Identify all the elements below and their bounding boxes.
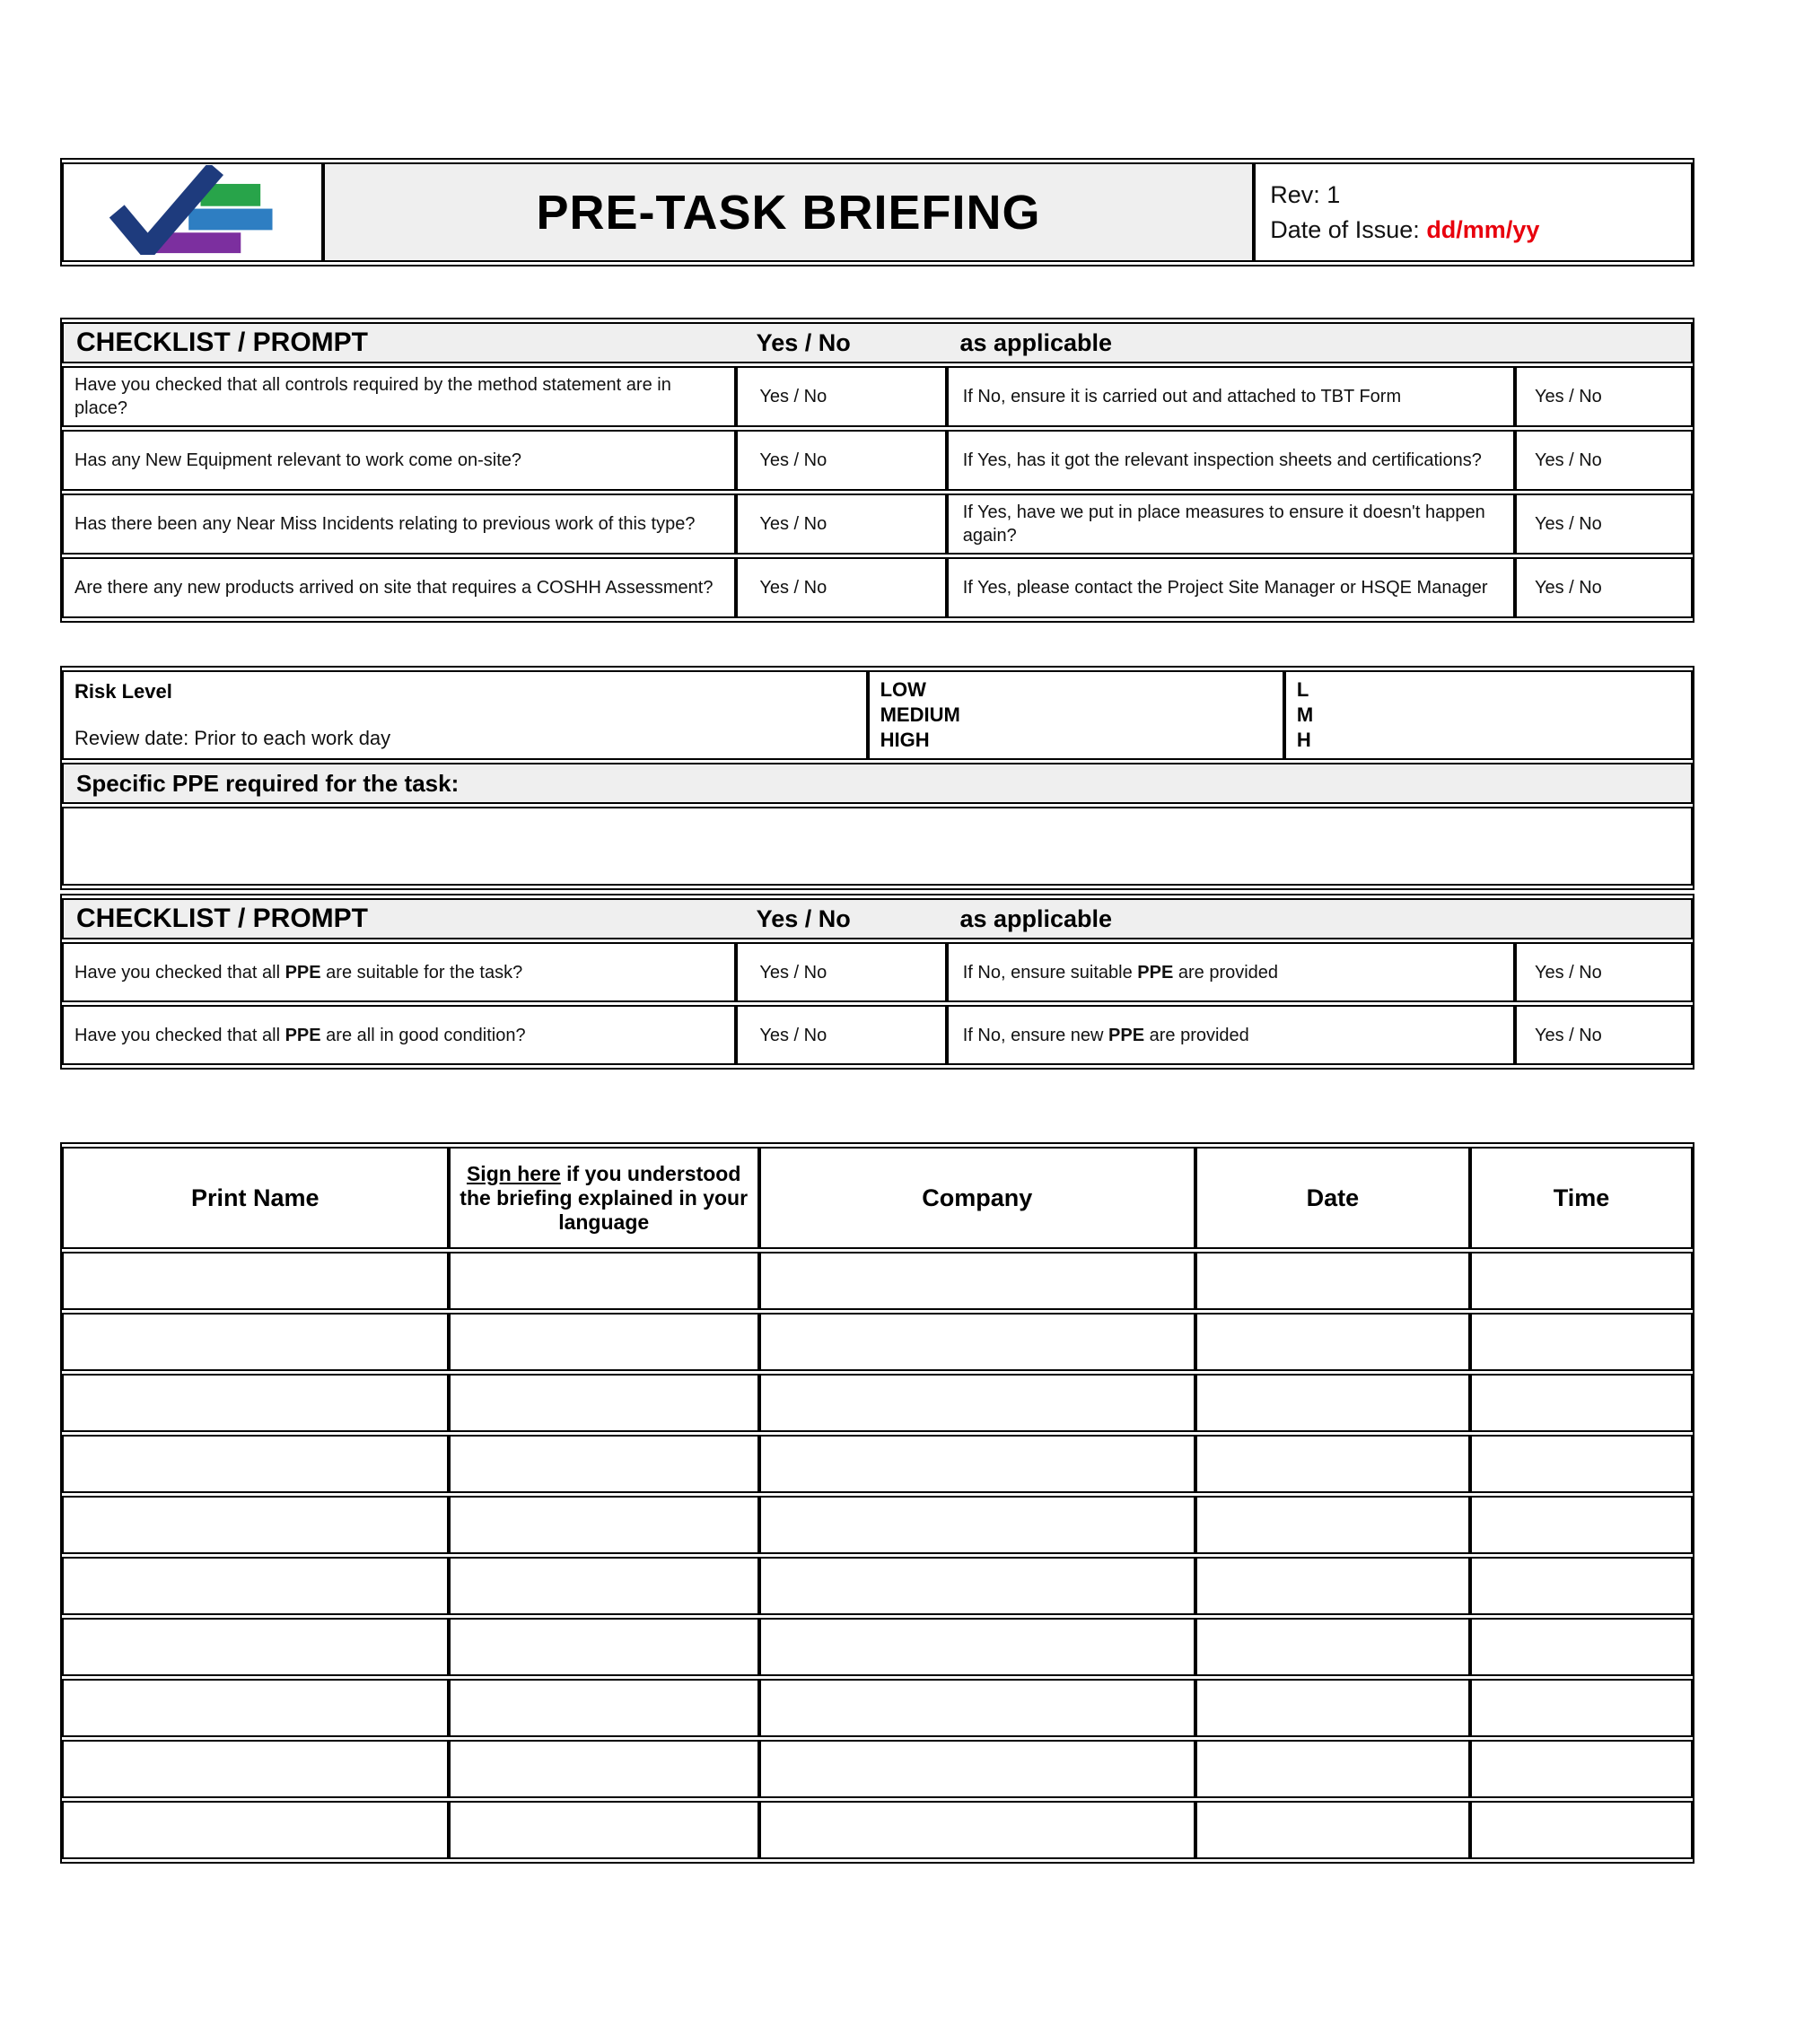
time-cell[interactable] <box>1470 1557 1693 1615</box>
yes-no-cell[interactable]: Yes / No <box>736 366 946 427</box>
time-cell[interactable] <box>1470 1435 1693 1493</box>
date-heading: Date <box>1195 1147 1470 1249</box>
document-title-text: PRE-TASK BRIEFING <box>536 185 1041 240</box>
print-name-cell[interactable] <box>62 1679 449 1737</box>
date-of-issue-label: Date of Issue: <box>1270 215 1427 243</box>
time-heading: Time <box>1470 1147 1693 1249</box>
question-cell: Have you checked that all controls required by the method statement are in place? <box>62 366 736 427</box>
time-cell[interactable] <box>1470 1740 1693 1798</box>
risk-level-high[interactable]: HIGH <box>880 729 930 751</box>
date-cell[interactable] <box>1195 1496 1470 1554</box>
company-cell[interactable] <box>759 1801 1195 1859</box>
signature-cell[interactable] <box>449 1557 759 1615</box>
yes-no-cell[interactable]: Yes / No <box>736 1005 946 1065</box>
time-cell[interactable] <box>1470 1679 1693 1737</box>
signature-row <box>62 1557 1693 1615</box>
ppe-input-area[interactable] <box>62 807 1693 886</box>
action-yes-no-cell[interactable]: Yes / No <box>1515 366 1693 427</box>
signature-row <box>62 1618 1693 1676</box>
yes-no-cell[interactable]: Yes / No <box>736 494 946 555</box>
as-applicable-heading: as applicable <box>959 905 1113 932</box>
checklist-2-header-row <box>62 898 1693 939</box>
signature-cell[interactable] <box>449 1252 759 1310</box>
yes-no-cell[interactable]: Yes / No <box>736 557 946 618</box>
action-yes-no-cell[interactable]: Yes / No <box>1515 557 1693 618</box>
as-applicable-heading: as applicable <box>959 329 1113 356</box>
checklist-prompt-heading: CHECKLIST / PROMPT <box>76 904 369 933</box>
logo-cell <box>62 162 323 262</box>
revision-cell <box>1254 162 1693 262</box>
question-cell: Are there any new products arrived on site that requires a COSHH Assessment? <box>62 557 736 618</box>
checklist-1-header-row <box>62 322 1693 363</box>
company-cell[interactable] <box>759 1496 1195 1554</box>
checklist-1-header <box>62 322 1693 363</box>
signature-row <box>62 1740 1693 1798</box>
time-cell[interactable] <box>1470 1252 1693 1310</box>
signature-row <box>62 1435 1693 1493</box>
yes-no-heading: Yes / No <box>756 905 851 932</box>
date-cell[interactable] <box>1195 1435 1470 1493</box>
company-cell[interactable] <box>759 1618 1195 1676</box>
risk-level-options[interactable] <box>868 670 1284 760</box>
print-name-cell[interactable] <box>62 1496 449 1554</box>
print-name-heading: Print Name <box>62 1147 449 1249</box>
risk-level-medium[interactable]: MEDIUM <box>880 703 960 726</box>
yes-no-cell[interactable]: Yes / No <box>736 942 946 1002</box>
date-cell[interactable] <box>1195 1313 1470 1371</box>
checklist-prompt-heading: CHECKLIST / PROMPT <box>76 328 369 357</box>
ppe-required-heading: Specific PPE required for the task: <box>62 763 1693 804</box>
date-of-issue <box>1270 213 1690 248</box>
date-cell[interactable] <box>1195 1679 1470 1737</box>
date-cell[interactable] <box>1195 1557 1470 1615</box>
risk-code-m[interactable]: M <box>1296 703 1314 726</box>
checklist-row <box>62 557 1693 618</box>
revision-text: Rev: 1 <box>1270 180 1341 208</box>
question-cell: Has any New Equipment relevant to work come on-site? <box>62 430 736 491</box>
company-cell[interactable] <box>759 1435 1195 1493</box>
action-cell: If Yes, please contact the Project Site Manager or HSQE Manager <box>947 557 1515 618</box>
company-cell[interactable] <box>759 1679 1195 1737</box>
action-cell: If Yes, have we put in place measures to ensure it doesn't happen again? <box>947 494 1515 555</box>
company-cell[interactable] <box>759 1374 1195 1432</box>
signature-row <box>62 1801 1693 1859</box>
ppe-header-row <box>62 763 1693 804</box>
signature-row <box>62 1496 1693 1554</box>
risk-level-cell <box>62 670 868 760</box>
action-cell: If No, ensure new PPE are provided <box>947 1005 1515 1065</box>
checklist-row <box>62 942 1693 1002</box>
signature-row <box>62 1374 1693 1432</box>
signature-header-row <box>62 1147 1693 1249</box>
signature-cell[interactable] <box>449 1374 759 1432</box>
checkmark-bars-logo-icon <box>102 165 282 255</box>
time-cell[interactable] <box>1470 1801 1693 1859</box>
date-cell[interactable] <box>1195 1801 1470 1859</box>
action-cell: If No, ensure suitable PPE are provided <box>947 942 1515 1002</box>
sign-here-rest: if you understood the briefing explained in your language <box>460 1161 749 1234</box>
header-table <box>60 158 1694 266</box>
date-cell[interactable] <box>1195 1252 1470 1310</box>
time-cell[interactable] <box>1470 1496 1693 1554</box>
company-cell[interactable] <box>759 1313 1195 1371</box>
action-yes-no-cell[interactable]: Yes / No <box>1515 494 1693 555</box>
header-row <box>62 162 1693 262</box>
print-name-cell[interactable] <box>62 1801 449 1859</box>
time-cell[interactable] <box>1470 1618 1693 1676</box>
risk-code-h[interactable]: H <box>1296 729 1311 751</box>
signature-cell[interactable] <box>449 1740 759 1798</box>
risk-code-l[interactable]: L <box>1296 678 1309 701</box>
print-name-cell[interactable] <box>62 1374 449 1432</box>
date-cell[interactable] <box>1195 1740 1470 1798</box>
action-yes-no-cell[interactable]: Yes / No <box>1515 1005 1693 1065</box>
company-heading: Company <box>759 1147 1195 1249</box>
print-name-cell[interactable] <box>62 1618 449 1676</box>
signature-row <box>62 1679 1693 1737</box>
checklist-row <box>62 1005 1693 1065</box>
question-cell: Has there been any Near Miss Incidents relating to previous work of this type? <box>62 494 736 555</box>
date-cell[interactable] <box>1195 1618 1470 1676</box>
signature-cell[interactable] <box>449 1801 759 1859</box>
risk-level-row <box>62 670 1693 760</box>
question-cell: Have you checked that all PPE are suitable for the task? <box>62 942 736 1002</box>
company-cell[interactable] <box>759 1740 1195 1798</box>
risk-level-codes[interactable] <box>1284 670 1693 760</box>
action-yes-no-cell[interactable]: Yes / No <box>1515 942 1693 1002</box>
checklist-table-1 <box>60 318 1694 623</box>
review-date-note: Review date: Prior to each work day <box>74 727 391 749</box>
print-name-cell[interactable] <box>62 1435 449 1493</box>
signature-table <box>60 1142 1694 1864</box>
action-yes-no-cell[interactable]: Yes / No <box>1515 430 1693 491</box>
action-cell: If Yes, has it got the relevant inspection sheets and certifications? <box>947 430 1515 491</box>
print-name-cell[interactable] <box>62 1252 449 1310</box>
checklist-row <box>62 366 1693 427</box>
signature-cell[interactable] <box>449 1435 759 1493</box>
document-sheet <box>60 158 1694 1864</box>
signature-row <box>62 1252 1693 1310</box>
time-cell[interactable] <box>1470 1374 1693 1432</box>
print-name-cell[interactable] <box>62 1557 449 1615</box>
signature-cell[interactable] <box>449 1496 759 1554</box>
risk-level-table <box>60 666 1694 890</box>
signature-cell[interactable] <box>449 1618 759 1676</box>
company-cell[interactable] <box>759 1557 1195 1615</box>
action-cell: If No, ensure it is carried out and attached to TBT Form <box>947 366 1515 427</box>
sign-here-heading <box>449 1147 759 1249</box>
risk-level-label: Risk Level <box>74 680 172 703</box>
checklist-table-2 <box>60 894 1694 1070</box>
print-name-cell[interactable] <box>62 1313 449 1371</box>
checklist-row <box>62 494 1693 555</box>
sign-here-underlined: Sign here <box>466 1161 561 1185</box>
ppe-input-row <box>62 807 1693 886</box>
document-title <box>323 162 1255 262</box>
yes-no-cell[interactable]: Yes / No <box>736 430 946 491</box>
risk-level-low[interactable]: LOW <box>880 678 926 701</box>
date-of-issue-value: dd/mm/yy <box>1426 215 1540 243</box>
checklist-row <box>62 430 1693 491</box>
time-cell[interactable] <box>1470 1313 1693 1371</box>
signature-cell[interactable] <box>449 1679 759 1737</box>
signature-cell[interactable] <box>449 1313 759 1371</box>
yes-no-heading: Yes / No <box>756 329 851 356</box>
date-cell[interactable] <box>1195 1374 1470 1432</box>
company-cell[interactable] <box>759 1252 1195 1310</box>
checklist-2-header <box>62 898 1693 939</box>
print-name-cell[interactable] <box>62 1740 449 1798</box>
question-cell: Have you checked that all PPE are all in good condition? <box>62 1005 736 1065</box>
signature-row <box>62 1313 1693 1371</box>
